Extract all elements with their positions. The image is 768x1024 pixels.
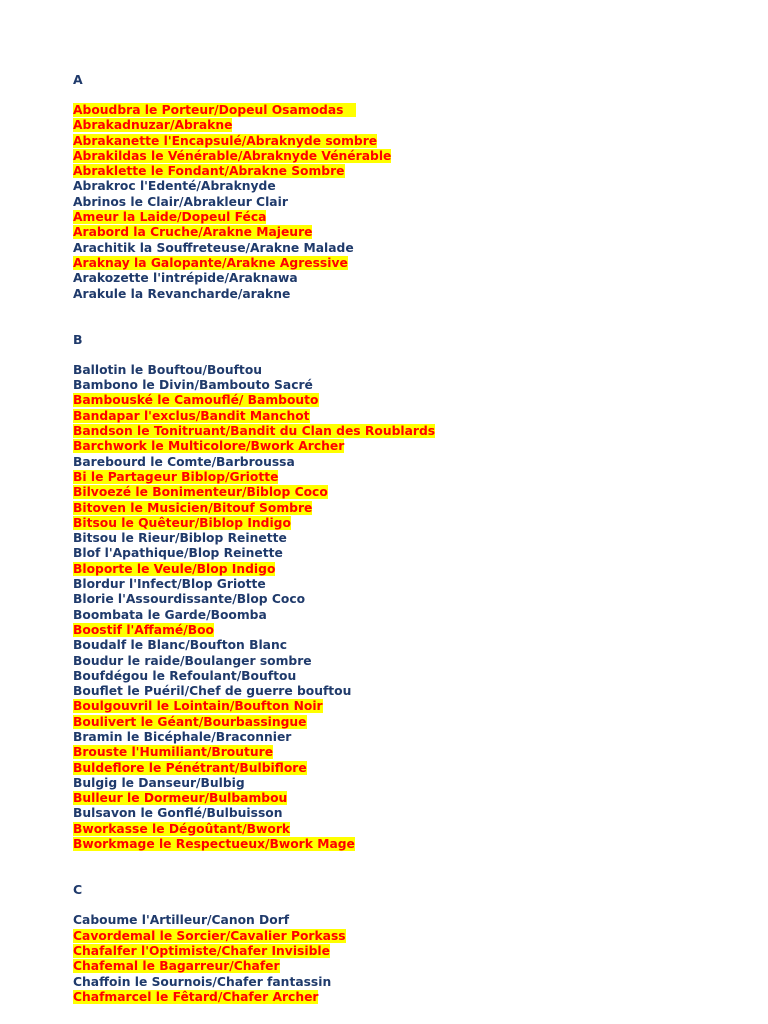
entry-list [73,103,753,302]
list-item [73,638,753,653]
list-item [73,287,753,302]
highlighted-entry [73,822,753,837]
entry-text: Bitoven le Musicien/Bitouf Sombre [73,500,313,515]
entry-text: Arakule la Revancharde/arakne [73,286,291,301]
list-item [73,730,753,745]
list-item [73,975,753,990]
entry-text: Brouste l'Humiliant/Brouture [73,745,274,760]
entry-text: Aboudbra le Porteur/Dopeul Osamodas [73,103,357,117]
entry-text: Arabord la Cruche/Arakne Majeure [73,225,313,240]
entry-text: Abrakanette l'Encapsulé/Abraknyde sombre [73,133,378,148]
highlighted-entry [73,944,753,959]
entry-text: Bandapar l'exclus/Bandit Manchot [73,408,310,423]
list-item [73,179,753,194]
entry-text: Bloporte le Veule/Blop Indigo [73,561,276,576]
highlighted-entry [73,424,753,439]
list-item [73,546,753,561]
section-letter-heading: B [73,331,83,347]
entry-text: Abrakildas le Vénérable/Abraknyde Vénérable [73,148,392,163]
highlighted-entry [73,990,753,1005]
highlighted-entry [73,562,753,577]
highlighted-entry [73,791,753,806]
list-item [73,363,753,378]
entry-text: Abrakroc l'Edenté/Abraknyde [73,179,276,194]
section-letter-heading: C [73,882,83,898]
entry-text: Blof l'Apathique/Blop Reinette [73,546,283,561]
entry-text: Boostif l'Affamé/Boo [73,622,214,637]
highlighted-entry [73,715,753,730]
document-page [73,72,753,1005]
list-item [73,195,753,210]
entry-text: Bulsavon le Gonflé/Bulbuisson [73,806,283,821]
entry-text: Bandson le Tonitruant/Bandit du Clan des Roublards [73,424,436,439]
list-item [73,378,753,393]
list-item [73,654,753,669]
entry-text: Chafemal le Bagarreur/Chafer [73,959,280,974]
entry-text: Abrinos le Clair/Abrakleur Clair [73,194,288,209]
entry-text: Chaffoin le Sournois/Chafer fantassin [73,974,332,989]
list-item [73,806,753,821]
entry-text: Boudur le raide/Boulanger sombre [73,653,312,668]
entry-text: Boombata le Garde/Boomba [73,607,267,622]
list-item [73,684,753,699]
entry-text: Bulleur le Dormeur/Bulbambou [73,791,288,806]
entry-text: Chafmarcel le Fêtard/Chafer Archer [73,989,319,1004]
entry-text: Araknay la Galopante/Arakne Agressive [73,255,348,270]
entry-text: Abrakadnuzar/Abrakne [73,118,233,133]
list-item [73,608,753,623]
entry-text: Barebourd le Comte/Barbroussa [73,454,295,469]
entry-text: Bambono le Divin/Bambouto Sacré [73,378,313,393]
list-item [73,531,753,546]
entry-text: Bouflet le Puéril/Chef de guerre bouftou [73,684,352,699]
entry-text: Bitsou le Rieur/Biblop Reinette [73,531,287,546]
list-item [73,669,753,684]
highlighted-entry [73,929,753,944]
list-item [73,271,753,286]
entry-text: Buldeflore le Pénétrant/Bulbiflore [73,760,307,775]
entry-text: Abraklette le Fondant/Abrakne Sombre [73,164,345,179]
highlighted-entry [73,745,753,760]
entry-list [73,913,753,1005]
entry-text: Bramin le Bicéphale/Braconnier [73,729,292,744]
entry-list [73,363,753,853]
entry-text: Cavordemal le Sorcier/Cavalier Porkass [73,928,346,943]
list-item [73,577,753,592]
list-item [73,913,753,928]
highlighted-entry [73,118,753,133]
entry-text: Bulgig le Danseur/Bulbig [73,775,245,790]
section-spacer [73,852,753,882]
spacer [73,348,753,363]
section-a [73,72,753,302]
highlighted-entry [73,225,753,240]
highlighted-entry [73,501,753,516]
highlighted-entry [73,134,753,149]
entry-text: Boulivert le Géant/Bourbassingue [73,714,307,729]
entry-text: Arakozette l'intrépide/Araknawa [73,271,298,286]
highlighted-entry [73,485,753,500]
entry-text: Arachitik la Souffreteuse/Arakne Malade [73,240,354,255]
highlighted-entry [73,103,753,118]
list-item [73,241,753,256]
spacer [73,88,753,103]
entry-text: Chafalfer l'Optimiste/Chafer Invisible [73,943,330,958]
highlighted-entry [73,516,753,531]
spacer [73,898,753,913]
entry-text: Blordur l'Infect/Blop Griotte [73,577,266,592]
entry-text: Bi le Partageur Biblop/Griotte [73,469,279,484]
entry-text: Ameur la Laide/Dopeul Féca [73,210,267,225]
entry-text: Boufdégou le Refoulant/Bouftou [73,668,297,683]
highlighted-entry [73,149,753,164]
section-b [73,332,753,853]
highlighted-entry [73,256,753,271]
list-item [73,776,753,791]
highlighted-entry [73,164,753,179]
highlighted-entry [73,699,753,714]
entry-text: Bworkasse le Dégoûtant/Bwork [73,821,291,836]
entry-text: Boulgouvril le Lointain/Boufton Noir [73,699,323,714]
list-item [73,592,753,607]
highlighted-entry [73,409,753,424]
highlighted-entry [73,623,753,638]
entry-text: Bworkmage le Respectueux/Bwork Mage [73,837,355,852]
list-item [73,455,753,470]
entry-text: Bilvoezé le Bonimenteur/Biblop Coco [73,485,328,500]
entry-text: Caboume l'Artilleur/Canon Dorf [73,913,290,928]
section-spacer [73,302,753,332]
highlighted-entry [73,959,753,974]
entry-text: Barchwork le Multicolore/Bwork Archer [73,439,345,454]
entry-text: Ballotin le Bouftou/Bouftou [73,362,263,377]
entry-text: Boudalf le Blanc/Boufton Blanc [73,638,287,653]
highlighted-entry [73,439,753,454]
entry-text: Blorie l'Assourdissante/Blop Coco [73,592,306,607]
entry-text: Bambouské le Camouflé/ Bambouto [73,393,319,408]
highlighted-entry [73,393,753,408]
highlighted-entry [73,470,753,485]
entry-text: Bitsou le Quêteur/Biblop Indigo [73,515,291,530]
section-letter-heading: A [73,72,83,87]
highlighted-entry [73,837,753,852]
highlighted-entry [73,761,753,776]
section-c [73,882,753,1005]
highlighted-entry [73,210,753,225]
